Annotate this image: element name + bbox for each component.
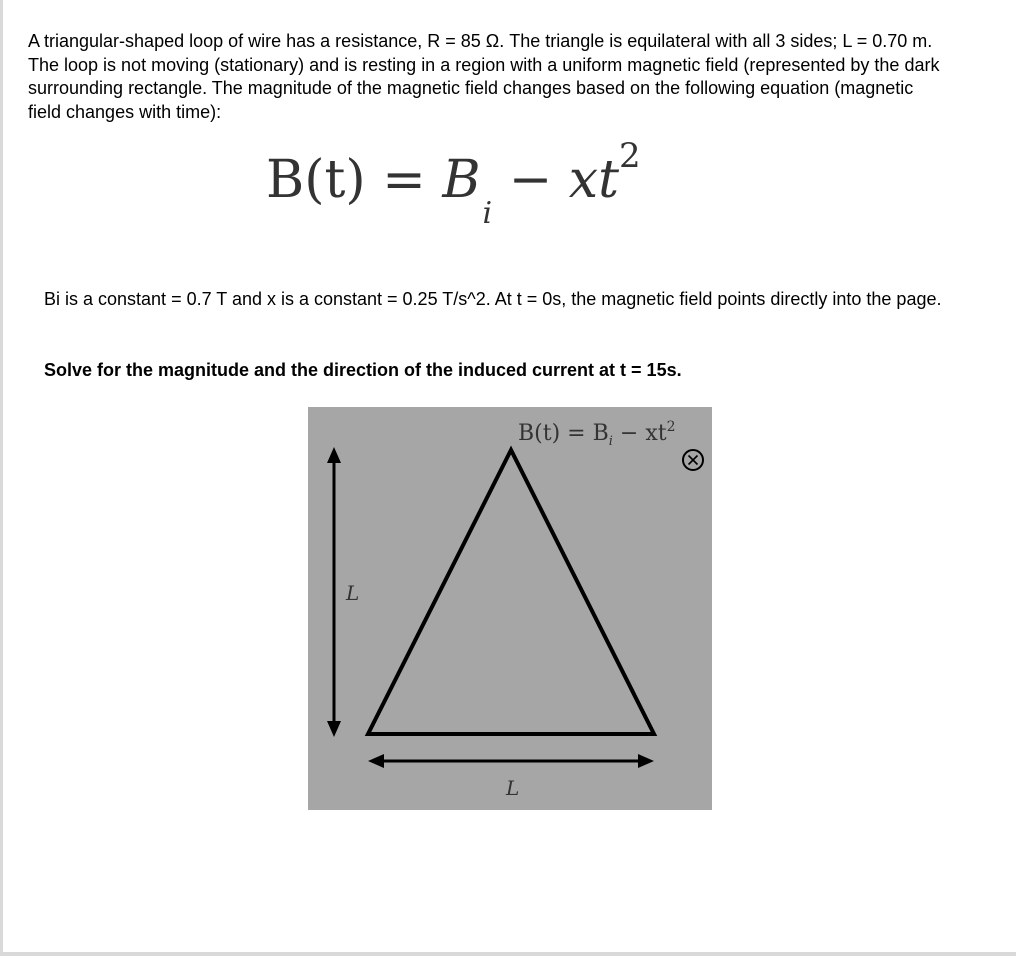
page-bottom-edge [0, 952, 1016, 956]
figure-field-label: $B(t) = B_i - xt^2$ [518, 419, 676, 449]
triangle-loop-figure [308, 407, 712, 810]
equation-equals: = [382, 150, 426, 210]
magnetic-field-region [308, 407, 712, 810]
horizontal-dimension-label: L [506, 776, 520, 800]
figure-svg [308, 407, 712, 810]
equation-minus: − [508, 150, 553, 210]
equation-subscript: i [482, 196, 493, 231]
constants-text: Bi is a constant = 0.7 T and x is a constant = 0.25 T/s^2. At t = 0s, the magnetic field points directly into the page. [44, 289, 942, 309]
vertical-dimension-label: L [346, 581, 360, 605]
question-text: Solve for the magnitude and the direction of the induced current at t = 15s. [44, 360, 682, 380]
equation-b: B [442, 150, 481, 210]
equation-term: xt [568, 150, 620, 210]
page-left-edge [0, 0, 3, 956]
equation-lhs: B(t) [266, 150, 366, 210]
field-equation [266, 136, 641, 250]
equation-superscript: 2 [619, 136, 641, 176]
problem-intro-text: A triangular-shaped loop of wire has a resistance, R = 85 Ω. The triangle is equilateral with all 3 sides; L = 0.70 m. The loop is not moving (stationary) and is resting in a region with a uniform magnetic field (represented by the dark surrounding rectangle. The magnitude of the magnetic field changes based on the following equation (magnetic field changes with time): [28, 31, 940, 122]
